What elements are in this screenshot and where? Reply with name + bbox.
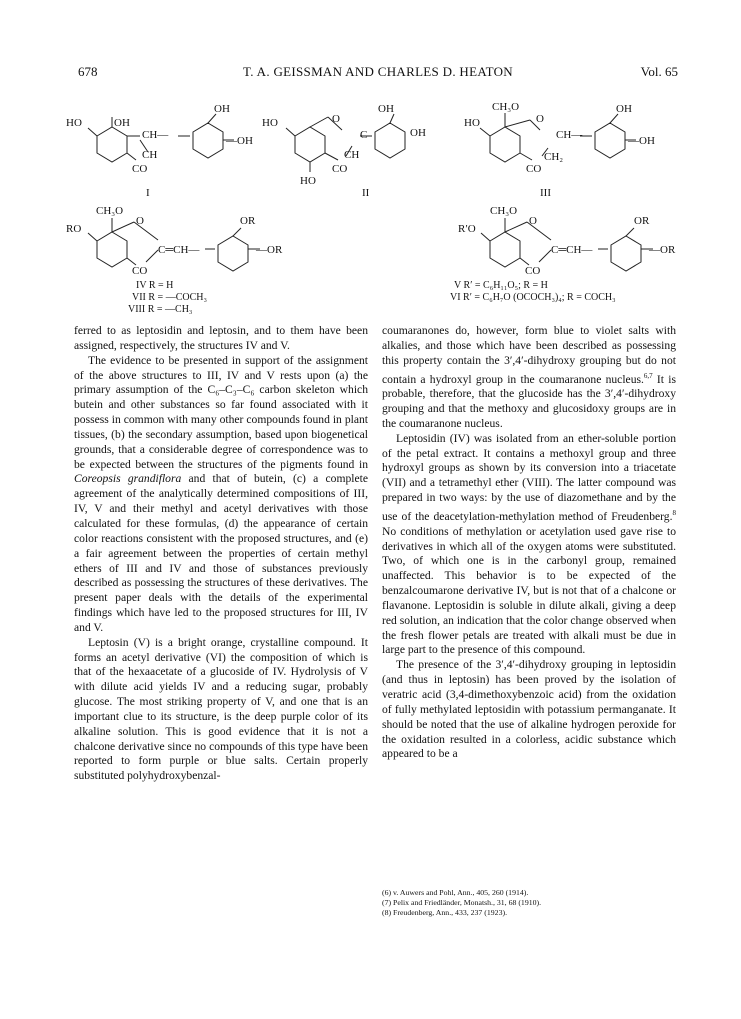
s2-group: HO [300,175,316,187]
right-text-column [382,324,676,762]
s2-group: CO [332,163,348,175]
s2-label: II [362,187,370,199]
s3-group: CO [526,163,542,175]
s4-group: CH₃O [96,205,124,217]
footnote: (6) v. Auwers and Pohl, Ann., 405, 260 (1914). [382,888,529,897]
running-title: T. A. GEISSMAN AND CHARLES D. HEATON [243,64,513,79]
s5-group: CH₃O [490,205,518,217]
s1-group: —OH [226,135,253,147]
s5-group: —OR [649,244,676,256]
s3-group: CH— [556,129,583,141]
paragraph-text: The evidence to be presented in support of the assignment of the above structures to III, IV and V rests upon (a) the primary assumption of the C₆–C₃–C₆ carbon skeleton which butein and other substances so far found associated with it possess in common with many other compounds found in plant tissues, (b) the secondary assumption, based upon biogenetical grounds, that a considerable degree of correspondence was to be expected between the structures of the pigments found in [74,353,368,471]
s2-group: CH [344,149,360,161]
s5-legend-line: V R′ = C₆H₁₁O₅; R = H [454,280,548,291]
s4-legend-line: VII R = —COCH₃ [132,292,207,303]
s3-group: CH₂ [544,151,564,163]
s1-group: CH [142,149,158,161]
s3-group: OH [616,103,632,115]
s3-group: HO [464,117,480,129]
s4-group: C═CH— [158,244,200,256]
paragraph-text: It is probable, therefore, that the glucoside has the 3′,4′-dihydroxy grouping and that the methoxy and glucosidoxy groups are in the coumaranone nucleus. [382,372,676,430]
paragraph [382,324,676,432]
s4-group: CO [132,265,148,277]
s1-label: I [146,187,150,199]
s5-group: CO [525,265,541,277]
s5-group: C═CH— [551,244,593,256]
left-text-column [74,324,368,784]
paragraph: Leptosin (V) is a bright orange, crystalline compound. It forms an acetyl derivative (VI) the composition of which is that of the hexaacetate of a glucoside of IV. Hydrolysis of V with dilute acid yields IV and a reducing sugar, probably glucose. The most striking property of V, and one that is an important clue to its structure, is the deep purple color of its alkaline solution. This is good evidence that it is not a chalcone derivative since no compounds of this type have been reported to form purple or blue salts. Certain properly substituted polyhydroxybenzal- [74,635,368,783]
citation-ref: 8 [672,508,676,517]
paragraph-text: Leptosidin (IV) was isolated from an ether-soluble portion of the petal extract. It contains a methoxyl group and three hydroxyl groups as shown by its conversion into a triacetate (VII) and a tetramethyl ether (VIII). The latter compound was prepared in two ways: by the use of diazomethane and by the use of the deacetylation-methylation method of Freudenberg. [382,431,676,523]
s5-group: R′O [458,223,476,235]
s1-group: CH— [142,129,169,141]
footnotes [382,888,682,919]
s5-legend-line: VI R′ = C₆H₇O (OCOCH₃)₄; R = COCH₃ [450,292,616,303]
s3-group: O [536,113,544,125]
s3-label: III [540,187,551,199]
species-name: Coreopsis grandiflora [74,472,182,486]
s2-group: HO [262,117,278,129]
s4-group: —OR [256,244,283,256]
paragraph: The presence of the 3′,4′-dihydroxy grouping in leptosidin (and thus in leptosin) has been proved by the isolation of veratric acid (3,4-dimethoxybenzoic acid) from the oxidation of fully methylated leptosidin with potassium permanganate. It should be noted that the use of alkaline hydrogen peroxide for the oxidation resulted in a colorless, acidic substance which appeared to be a [382,658,676,761]
paragraph: ferred to as leptosidin and leptosin, and to them have been assigned, respectively, the structures IV and V. [74,324,368,352]
footnote: (8) Freudenberg, Ann., 433, 237 (1923). [382,908,508,918]
s1-group: CO [132,163,148,175]
volume-label: Vol. 65 [640,64,678,79]
s5-group: OR [634,215,650,227]
s4-legend-line: IV R = H [136,280,174,291]
running-header [78,64,678,86]
structures-svg [60,90,690,320]
s4-legend-line: VIII R = —CH₃ [128,304,193,315]
paragraph [74,354,368,636]
paragraph-text: and that of butein, (c) a complete agreement of the analytically determined compositions of III, IV, V and their methyl and acetyl derivatives with those calculated for these formulas, (d) the appearance of certain color reactions consistent with the proposed structures, and (e) a fair agreement between the properties of certain methyl ethers of III and IV and those of substances previously described as possessing the structures of these derivatives. The present paper deals with the details of the experimental findings which have led to the proposed structures for III, IV and V. [74,472,368,634]
paragraph-text: No conditions of methylation or acetylation used gave rise to derivatives in which all of the oxygen atoms were substituted. Two, of which one is in the carbonyl group, remained unaffected. This behavior is to be expected of the benzalcoumarone derivative IV, but is not that of a chalcone or flavanone. Leptosidin is soluble in dilute alkali, giving a deep red solution, an indication that the color change observed when the fresh flower petals are treated with alkali must be due in large part to the presence of this compound. [382,524,676,657]
s3-group: —OH [628,135,655,147]
s2-group: OH [378,103,394,115]
page-number: 678 [78,64,98,79]
s3-group: CH₃O [492,101,520,113]
s4-group: RO [66,223,82,235]
s5-group: O [529,215,537,227]
s1-group: HO [66,117,82,129]
s2-group: OH [410,127,426,139]
footnote: (7) Pelix and Friedländer, Monatsh., 31, 68 (1910). [382,898,542,908]
citation-ref: 6,7 [643,371,653,380]
s1-group: OH [214,103,230,115]
paragraph-text: coumaranones do, however, form blue to violet salts with alkalies, and those which have been described as possessing this property contain the 3′,4′-dihydroxy grouping but do not contain a hydroxyl group in the coumaranone nucleus. [382,324,676,386]
s2-group: O [332,113,340,125]
s2-group: C [360,129,368,141]
chemical-structures-figure [60,90,690,320]
s4-group: O [136,215,144,227]
s4-group: OR [240,215,256,227]
paragraph [382,432,676,659]
s1-group: OH [114,117,130,129]
